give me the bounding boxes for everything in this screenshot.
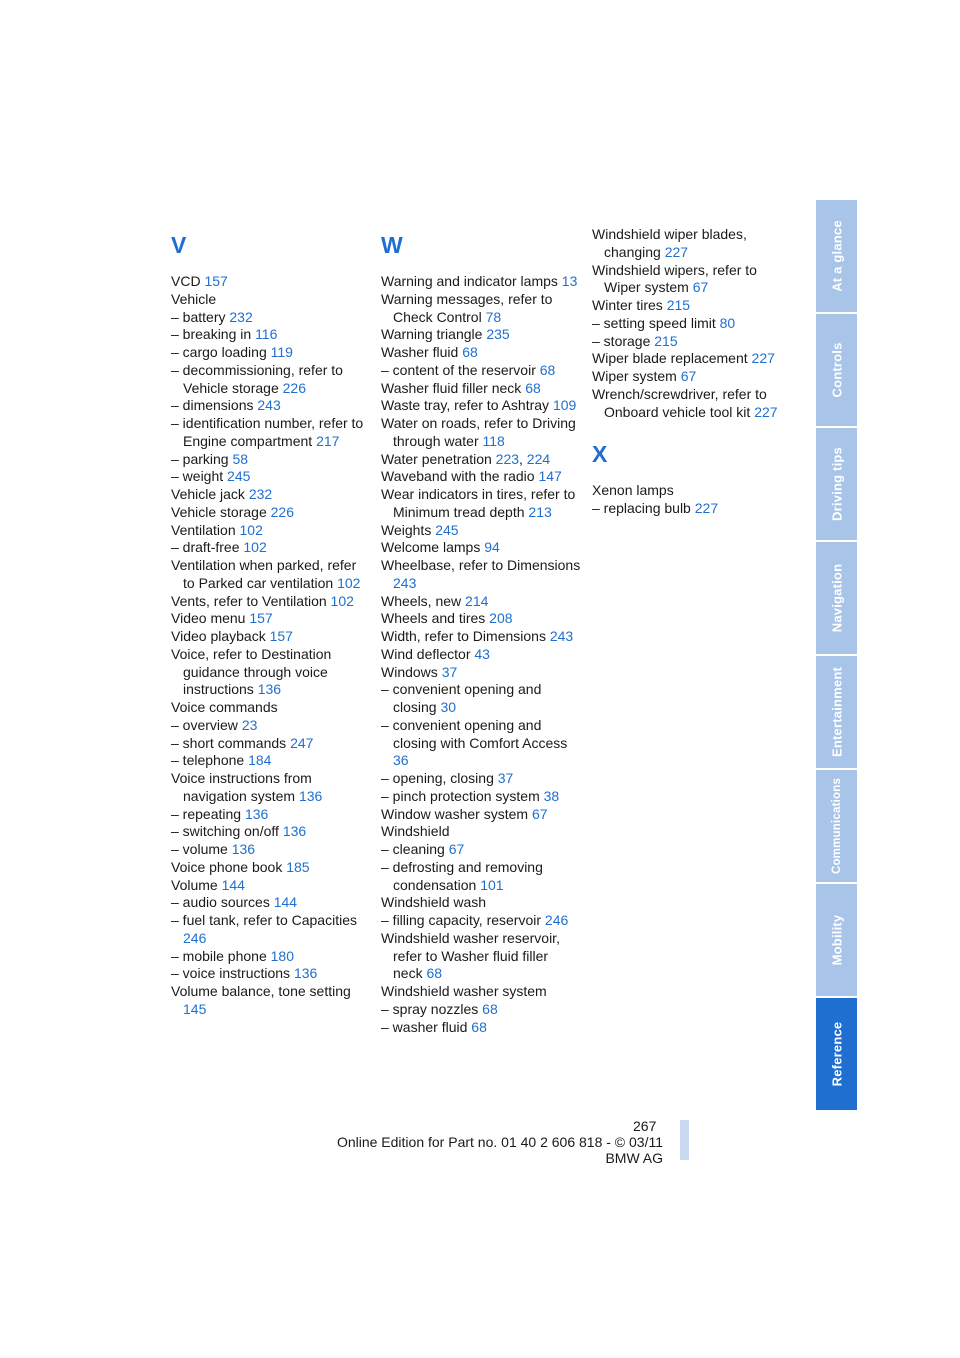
- entry-text: Wheelbase, refer to Dimensions: [381, 557, 581, 573]
- page-link[interactable]: 13: [561, 273, 578, 289]
- footer-bar: [680, 1120, 689, 1160]
- page-link[interactable]: 68: [462, 344, 478, 360]
- index-entry: [381, 610, 581, 628]
- entry-text: Vents, refer to Ventilation: [171, 592, 327, 609]
- entry-text: VCD: [171, 273, 201, 289]
- entry-text: – parking: [171, 450, 229, 467]
- entry-text: – defrosting and removing condensation: [381, 858, 543, 893]
- page-link[interactable]: 215: [654, 332, 678, 349]
- page-link[interactable]: 38: [543, 787, 560, 804]
- index-entry: [171, 912, 371, 948]
- page-link[interactable]: 68: [471, 1018, 487, 1035]
- page-link[interactable]: 180: [270, 947, 294, 964]
- index-entry: [381, 930, 581, 983]
- page-link[interactable]: 102: [337, 574, 361, 591]
- page-link[interactable]: 245: [227, 468, 251, 485]
- page-link[interactable]: 208: [489, 610, 513, 627]
- entry-text: – replacing bulb: [592, 500, 691, 516]
- entry-text: – breaking in: [171, 326, 252, 343]
- index-entry: [171, 717, 371, 735]
- index-entry: [381, 468, 581, 486]
- entry-text: Warning and indicator lamps: [381, 273, 558, 289]
- index-entry: [171, 468, 371, 486]
- page-link[interactable]: 243: [549, 628, 574, 644]
- entry-text: Water on roads, refer to Driving through water: [381, 415, 576, 449]
- entry-text: Width, refer to Dimensions: [381, 628, 546, 644]
- index-entry: [171, 610, 371, 628]
- index-entry: [592, 315, 792, 333]
- index-entry: [381, 557, 581, 593]
- index-column-3: [592, 226, 792, 518]
- index-entry: [171, 291, 371, 309]
- entry-text: Waveband with the radio: [381, 468, 535, 485]
- section-letter: X: [592, 441, 608, 468]
- entry-text: Vehicle jack: [171, 486, 245, 502]
- entry-text: – convenient opening and closing: [381, 681, 542, 715]
- entry-text: Ventilation when parked, refer to Parked car ventilation: [171, 557, 357, 591]
- page-link[interactable]: 116: [255, 326, 278, 343]
- index-entry: [381, 344, 581, 362]
- index-entry: [381, 539, 581, 557]
- entry-text: – cleaning: [381, 841, 445, 857]
- chapter-tabs: [816, 198, 857, 1110]
- page-link[interactable]: 102: [243, 539, 267, 556]
- index-entry: [171, 752, 371, 770]
- entry-text: – volume: [171, 841, 228, 857]
- index-entry: [171, 539, 371, 557]
- entry-text: Waste tray, refer to Ashtray: [381, 397, 550, 414]
- index-entry: [381, 273, 581, 291]
- index-entry: [592, 297, 792, 315]
- entry-text: Voice phone book: [171, 858, 283, 875]
- entry-text: – opening, closing: [381, 770, 494, 786]
- tab-mobility[interactable]: [816, 882, 857, 996]
- entry-text: Vehicle: [171, 290, 217, 307]
- index-entry: [171, 451, 371, 469]
- entry-text: – mobile phone: [171, 947, 267, 964]
- page-link[interactable]: 185: [286, 858, 310, 875]
- page-link[interactable]: 144: [221, 876, 245, 893]
- tab-label: Mobility: [829, 914, 844, 966]
- page-link[interactable]: 136: [298, 787, 323, 804]
- index-entry: [171, 841, 371, 859]
- index-entry: [171, 344, 371, 362]
- page-link[interactable]: 67: [680, 368, 697, 384]
- index-entry: [592, 386, 792, 422]
- index-entry: [171, 397, 371, 415]
- index-entry: [381, 486, 581, 522]
- page-link[interactable]: 43: [474, 645, 490, 662]
- entry-text: – telephone: [171, 752, 245, 769]
- tab-navigation[interactable]: [816, 540, 857, 654]
- index-entry: [381, 823, 581, 841]
- index-entry: [592, 500, 792, 518]
- entry-text: – dimensions: [171, 397, 254, 414]
- index-entry: [381, 770, 581, 788]
- index-entry: [381, 397, 581, 415]
- tab-label: Controls: [829, 342, 844, 398]
- entry-text: – voice instructions: [171, 965, 291, 982]
- entry-text: Washer fluid: [381, 344, 459, 360]
- entry-text: Windows: [381, 663, 438, 680]
- page-link[interactable]: 37: [497, 770, 514, 786]
- page-link[interactable]: 101: [480, 876, 504, 893]
- index-entry: [381, 415, 581, 451]
- index-entry: [381, 593, 581, 611]
- page-link[interactable]: 68: [482, 1000, 498, 1017]
- entry-text: – battery: [171, 308, 226, 325]
- index-entry: [592, 368, 792, 386]
- index-entry: [171, 770, 371, 806]
- index-entry: [381, 841, 581, 859]
- tab-label: Driving tips: [829, 447, 844, 521]
- page-link[interactable]: 118: [482, 432, 505, 449]
- entry-text: Xenon lamps: [592, 482, 674, 499]
- index-entry: [171, 983, 371, 1019]
- index-entry: [381, 788, 581, 806]
- page-link[interactable]: 30: [440, 699, 457, 715]
- page-number: 267: [633, 1118, 657, 1134]
- index-entry: [381, 681, 581, 717]
- page-link[interactable]: 67: [531, 805, 548, 822]
- index-entry: [381, 983, 581, 1001]
- index-entry: [381, 326, 581, 344]
- index-column-1: [171, 226, 371, 1019]
- index-entry: [171, 877, 371, 895]
- page-link[interactable]: 136: [293, 965, 318, 982]
- page-link[interactable]: 37: [441, 663, 458, 680]
- entry-text: Wrench/screwdriver, refer to Onboard vehicle tool kit: [592, 385, 767, 420]
- page-link[interactable]: 67: [448, 841, 465, 857]
- tab-label: At a glance: [829, 220, 844, 292]
- page-link[interactable]: 136: [282, 823, 307, 840]
- entry-text: Volume balance, tone setting: [171, 983, 351, 999]
- entry-text: Windshield: [381, 823, 450, 840]
- page-link[interactable]: 227: [754, 403, 778, 420]
- index-entry: [381, 717, 581, 770]
- page-link[interactable]: 245: [435, 521, 459, 538]
- entry-text: – convenient opening and closing with Comfort Access: [381, 716, 568, 751]
- page-link[interactable]: 232: [229, 308, 253, 325]
- page-link[interactable]: 147: [538, 468, 562, 485]
- entry-text: Window washer system: [381, 805, 529, 822]
- page-link[interactable]: 217: [316, 432, 340, 449]
- entry-text: Washer fluid filler neck: [381, 379, 522, 396]
- entry-text: – switching on/off: [171, 823, 279, 840]
- index-entry: [171, 965, 371, 983]
- index-entry: [381, 291, 581, 327]
- entry-text: – setting speed limit: [592, 314, 716, 331]
- entry-text: Wiper system: [592, 368, 677, 384]
- page-link[interactable]: 136: [244, 805, 269, 822]
- page-link[interactable]: 226: [270, 503, 294, 520]
- page-link[interactable]: 243: [393, 574, 417, 591]
- index-entry: [171, 823, 371, 841]
- index-entry: [171, 948, 371, 966]
- page-link[interactable]: 243: [257, 397, 281, 414]
- entry-text: – filling capacity, reservoir: [381, 912, 542, 928]
- page-link[interactable]: 246: [183, 929, 207, 946]
- entry-text: – content of the reservoir: [381, 361, 536, 378]
- index-entry: [592, 333, 792, 351]
- index-entry: [171, 628, 371, 646]
- page-link[interactable]: 136: [257, 681, 282, 698]
- entry-text: – washer fluid: [381, 1018, 468, 1035]
- entry-text: Ventilation: [171, 521, 236, 538]
- entry-text: Windshield wash: [381, 894, 487, 911]
- index-entry: [592, 262, 792, 298]
- page-link[interactable]: 246: [544, 912, 569, 928]
- page-link[interactable]: 227: [751, 350, 775, 367]
- index-entry: [381, 806, 581, 824]
- page-link[interactable]: 67: [692, 279, 709, 296]
- index-entry: [592, 350, 792, 368]
- index-entry: [171, 557, 371, 593]
- page-link[interactable]: 247: [290, 734, 314, 751]
- index-entry: [381, 362, 581, 380]
- index-entry: [171, 894, 371, 912]
- entry-text: Vehicle storage: [171, 503, 267, 520]
- entry-text: – repeating: [171, 805, 242, 822]
- entry-text: – fuel tank, refer to Capacities: [171, 912, 357, 928]
- page-link[interactable]: 157: [269, 628, 293, 644]
- entry-text: Voice, refer to Destination guidance through voice instructions: [171, 645, 332, 698]
- index-entry: [171, 273, 371, 291]
- index-entry: [171, 415, 371, 451]
- index-entry: [381, 912, 581, 930]
- page-link[interactable]: 80: [719, 314, 736, 331]
- index-entry: [171, 326, 371, 344]
- page-link[interactable]: 226: [282, 379, 306, 396]
- page-link[interactable]: 184: [248, 752, 272, 769]
- entry-text: Wind deflector: [381, 645, 471, 662]
- entry-text: – overview: [171, 716, 238, 733]
- index-entry: [171, 504, 371, 522]
- page-link[interactable]: 109: [552, 397, 577, 414]
- page-link[interactable]: 157: [204, 273, 228, 289]
- index-entry: Water penetration 223, 224: [381, 450, 551, 467]
- tab-reference[interactable]: [816, 996, 857, 1110]
- page-link[interactable]: 214: [465, 592, 489, 609]
- entry-text: Video menu: [171, 610, 246, 627]
- entry-text: – pinch protection system: [381, 787, 540, 804]
- entry-text: Windshield wiper blades, changing: [592, 226, 747, 260]
- page-link[interactable]: 68: [539, 361, 556, 378]
- tab-at-a-glance[interactable]: [816, 198, 857, 312]
- index-entry: [171, 522, 371, 540]
- entry-text: – weight: [171, 468, 224, 485]
- page-link[interactable]: 223: [495, 450, 520, 467]
- entry-text: Video playback: [171, 628, 266, 644]
- entry-text: Volume: [171, 876, 218, 893]
- tab-label: Communications: [830, 777, 843, 875]
- entry-text: Windshield washer reservoir, refer to Washer fluid filler neck: [381, 929, 560, 982]
- footer-text: Online Edition for Part no. 01 40 2 606 818 - © 03/11 BMW AG: [336, 1134, 663, 1166]
- index-entry: [381, 894, 581, 912]
- entry-text: Weights: [381, 521, 432, 538]
- index-entry: [171, 699, 371, 717]
- page-link[interactable]: 144: [273, 894, 298, 911]
- index-entry: [381, 859, 581, 895]
- entry-text: – spray nozzles: [381, 1000, 479, 1017]
- index-entry: [171, 486, 371, 504]
- page-link[interactable]: 213: [528, 503, 552, 520]
- entry-text: Wheels, new: [381, 592, 462, 609]
- index-entry: [381, 1001, 581, 1019]
- tab-controls[interactable]: [816, 312, 857, 426]
- index-entry: [171, 859, 371, 877]
- index-column-2: [381, 226, 581, 1036]
- entry-text: Welcome lamps: [381, 539, 481, 556]
- page-link[interactable]: 215: [666, 297, 691, 313]
- index-entry: [381, 646, 581, 664]
- entry-text: – short commands: [171, 734, 287, 751]
- page-link[interactable]: 23: [241, 716, 258, 733]
- index-entry: [592, 482, 792, 500]
- tab-driving-tips[interactable]: [816, 426, 857, 540]
- section-letter: V: [171, 232, 187, 258]
- page-link[interactable]: 224: [526, 450, 551, 467]
- page-link[interactable]: 68: [525, 379, 541, 396]
- entry-text: Windshield washer system: [381, 983, 547, 999]
- entry-text: Warning triangle: [381, 326, 483, 343]
- page-link[interactable]: 94: [484, 539, 500, 556]
- page-link[interactable]: 145: [183, 1000, 207, 1017]
- entry-text: – identification number, refer to Engine compartment: [171, 415, 364, 449]
- tab-entertainment[interactable]: [816, 654, 857, 768]
- tab-label: Entertainment: [829, 666, 844, 758]
- page-link[interactable]: 227: [694, 500, 719, 516]
- tab-label: Navigation: [829, 563, 844, 633]
- index-entry: [381, 1019, 581, 1037]
- index-entry: [171, 806, 371, 824]
- page-link[interactable]: 157: [249, 610, 273, 627]
- entry-text: Voice instructions from navigation system: [171, 770, 312, 804]
- index-entry: [171, 646, 371, 699]
- page-link[interactable]: 78: [485, 308, 502, 325]
- tab-communications[interactable]: [816, 768, 857, 882]
- index-entry: [381, 664, 581, 682]
- page-link[interactable]: 227: [664, 243, 689, 260]
- index-entry: [381, 380, 581, 398]
- entry-text: – draft-free: [171, 539, 240, 556]
- page-link[interactable]: 136: [231, 841, 256, 857]
- entry-text: Voice commands: [171, 699, 278, 715]
- entry-text: – audio sources: [171, 894, 270, 911]
- entry-text: Winter tires: [592, 297, 663, 313]
- entry-text: – storage: [592, 332, 651, 349]
- page-link[interactable]: 235: [486, 326, 510, 343]
- entry-text: Wheels and tires: [381, 610, 486, 627]
- index-entry: [171, 309, 371, 327]
- entry-text: Windshield wipers, refer to Wiper system: [592, 261, 757, 296]
- entry-text: Wear indicators in tires, refer to Minimum tread depth: [381, 486, 576, 520]
- tab-label: Reference: [829, 1021, 844, 1087]
- entry-text: Water penetration: [381, 450, 492, 467]
- page-link[interactable]: 36: [393, 752, 409, 769]
- page-link[interactable]: 119: [270, 344, 293, 360]
- index-entry: [171, 362, 371, 398]
- index-entry: [171, 593, 371, 611]
- page-link[interactable]: 102: [330, 592, 354, 609]
- section-letter: W: [381, 232, 403, 258]
- page-link[interactable]: 58: [232, 450, 249, 467]
- index-entry: [381, 522, 581, 540]
- page-link[interactable]: 68: [426, 965, 443, 982]
- index-entry: [592, 226, 792, 262]
- index-entry: [381, 628, 581, 646]
- page-link[interactable]: 232: [248, 486, 273, 502]
- page-link[interactable]: 102: [239, 521, 263, 538]
- entry-text: Wiper blade replacement: [592, 350, 748, 367]
- entry-text: Warning messages, refer to Check Control: [381, 290, 553, 325]
- entry-text: – decommissioning, refer to Vehicle storage: [171, 361, 343, 396]
- entry-text: – cargo loading: [171, 344, 267, 360]
- index-entry: [171, 735, 371, 753]
